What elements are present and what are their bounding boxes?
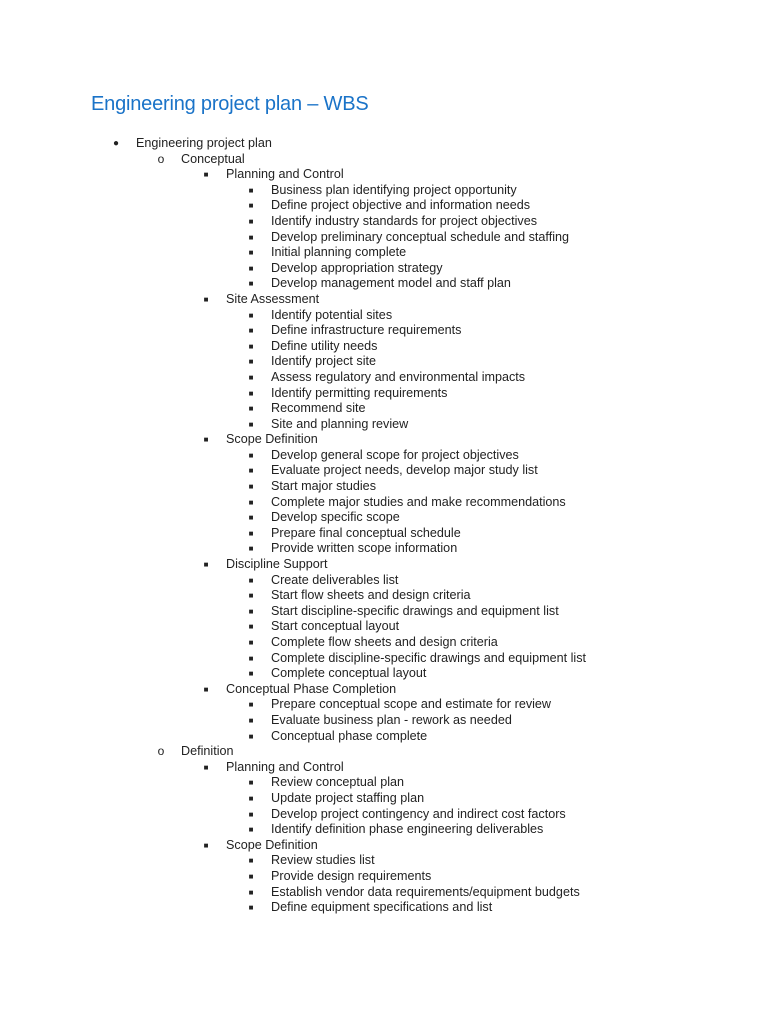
outline-item-text: Establish vendor data requirements/equipment budgets: [271, 884, 580, 899]
bullet-icon: ■: [248, 450, 254, 460]
outline-item-level-3: [0, 900, 768, 916]
bullet-icon: ■: [248, 372, 254, 382]
outline-item-level-3: [0, 807, 768, 823]
outline-item-text: Business plan identifying project opportunity: [271, 182, 517, 197]
outline-item-text: Provide design requirements: [271, 868, 432, 883]
outline-item-level-3: [0, 339, 768, 355]
outline-item-level-3: [0, 619, 768, 635]
outline-item-level-3: [0, 370, 768, 386]
outline-item-level-3: [0, 822, 768, 838]
outline-item-level-3: [0, 635, 768, 651]
outline-item-level-3: [0, 354, 768, 370]
document-title: Engineering project plan – WBS: [91, 93, 369, 115]
wbs-outline: [0, 136, 768, 916]
outline-item-level-3: [0, 510, 768, 526]
outline-item-text: Evaluate business plan - rework as needed: [271, 712, 512, 727]
outline-item-text: Identify industry standards for project objectives: [271, 213, 537, 228]
bullet-icon: ■: [248, 700, 254, 710]
outline-item-level-3: [0, 401, 768, 417]
bullet-icon: ■: [248, 856, 254, 866]
outline-item-level-3: [0, 479, 768, 495]
outline-item-level-3: [0, 885, 768, 901]
bullet-icon: ■: [248, 622, 254, 632]
bullet-icon: ■: [248, 388, 254, 398]
outline-item-level-3: [0, 214, 768, 230]
outline-item-text: Prepare conceptual scope and estimate for review: [271, 697, 552, 712]
outline-item-text: Define utility needs: [271, 338, 378, 353]
bullet-icon: ■: [248, 809, 254, 819]
outline-item-text: Scope Definition: [226, 837, 318, 852]
outline-item-text: Define project objective and information needs: [271, 198, 531, 213]
outline-item-level-3: [0, 853, 768, 869]
bullet-icon: ■: [248, 778, 254, 788]
outline-item-text: Recommend site: [271, 401, 366, 416]
outline-item-text: Complete flow sheets and design criteria: [271, 635, 498, 649]
outline-item-text: Planning and Control: [226, 759, 344, 774]
bullet-icon: ■: [248, 544, 254, 554]
outline-item-text: Review studies list: [271, 853, 375, 868]
bullet-icon: ■: [248, 310, 254, 320]
bullet-icon: ■: [248, 871, 254, 881]
outline-item-text: Develop appropriation strategy: [271, 260, 443, 275]
bullet-icon: ■: [248, 201, 254, 211]
outline-item-level-2: [0, 167, 768, 183]
bullet-icon: ■: [248, 357, 254, 367]
outline-item-text: Start conceptual layout: [271, 619, 400, 634]
bullet-icon: ■: [248, 466, 254, 476]
outline-item-level-2: [0, 557, 768, 573]
outline-item-text: Start major studies: [271, 479, 376, 494]
outline-item-level-0: [0, 136, 768, 152]
outline-item-level-3: [0, 666, 768, 682]
bullet-icon: ■: [248, 528, 254, 538]
outline-item-level-3: [0, 495, 768, 511]
outline-item-text: Define equipment specifications and list: [271, 900, 493, 915]
outline-item-text: Discipline Support: [226, 557, 328, 572]
bullet-icon: ■: [203, 762, 209, 772]
outline-item-text: Update project staffing plan: [271, 790, 425, 805]
outline-item-text: Develop general scope for project objectives: [271, 447, 519, 462]
outline-item-level-3: [0, 276, 768, 292]
outline-item-text: Provide written scope information: [271, 541, 458, 556]
bullet-icon: ■: [248, 279, 254, 289]
bullet-icon: ■: [248, 216, 254, 226]
outline-item-level-3: [0, 183, 768, 199]
outline-item-text: Assess regulatory and environmental impacts: [271, 369, 526, 384]
bullet-icon: ■: [248, 825, 254, 835]
outline-item-text: Identify project site: [271, 354, 376, 369]
outline-item-text: Complete discipline-specific drawings and equipment list: [271, 650, 586, 665]
outline-item-level-2: [0, 432, 768, 448]
bullet-icon: ■: [248, 185, 254, 195]
outline-item-level-3: [0, 308, 768, 324]
bullet-icon: ■: [248, 419, 254, 429]
outline-item-level-3: [0, 775, 768, 791]
bullet-icon: ■: [248, 232, 254, 242]
outline-item-text: Develop management model and staff plan: [271, 276, 511, 291]
outline-item-text: Definition: [181, 744, 234, 759]
bullet-icon: ■: [203, 560, 209, 570]
bullet-icon: ■: [248, 513, 254, 523]
bullet-icon: ■: [203, 684, 209, 694]
bullet-icon: ■: [248, 669, 254, 679]
outline-item-level-3: [0, 386, 768, 402]
bullet-icon: ■: [203, 294, 209, 304]
outline-item-text: Evaluate project needs, develop major study list: [271, 463, 538, 478]
outline-item-text: Start flow sheets and design criteria: [271, 588, 471, 603]
bullet-icon: ■: [203, 170, 209, 180]
bullet-icon: ●: [112, 138, 120, 149]
outline-item-text: Site and planning review: [271, 416, 409, 431]
outline-item-text: Planning and Control: [226, 167, 344, 182]
outline-item-text: Site Assessment: [226, 291, 320, 306]
outline-item-text: Prepare final conceptual schedule: [271, 525, 461, 540]
outline-item-level-3: [0, 463, 768, 479]
outline-item-level-3: [0, 869, 768, 885]
outline-item-text: Complete conceptual layout: [271, 666, 427, 681]
bullet-icon: ■: [248, 715, 254, 725]
bullet-icon: ■: [248, 731, 254, 741]
bullet-icon: ■: [248, 326, 254, 336]
bullet-icon: ■: [248, 263, 254, 273]
outline-item-level-3: [0, 729, 768, 745]
bullet-icon: ■: [248, 482, 254, 492]
outline-item-level-3: [0, 713, 768, 729]
bullet-icon: ■: [248, 606, 254, 616]
outline-item-level-3: [0, 604, 768, 620]
outline-item-text: Identify potential sites: [271, 307, 393, 322]
outline-item-text: Conceptual phase complete: [271, 728, 428, 743]
outline-item-level-3: [0, 697, 768, 713]
outline-item-text: Review conceptual plan: [271, 775, 405, 790]
outline-item-level-3: [0, 526, 768, 542]
bullet-icon: o: [157, 151, 165, 166]
outline-item-text: Engineering project plan: [136, 136, 272, 150]
outline-item-level-3: [0, 651, 768, 667]
outline-item-level-1: [0, 152, 768, 168]
outline-item-level-3: [0, 573, 768, 589]
outline-item-level-3: [0, 448, 768, 464]
outline-item-text: Identify permitting requirements: [271, 385, 448, 400]
bullet-icon: ■: [248, 638, 254, 647]
bullet-icon: ■: [248, 591, 254, 601]
outline-item-text: Initial planning complete: [271, 245, 407, 260]
outline-item-level-3: [0, 245, 768, 261]
outline-item-text: Create deliverables list: [271, 572, 399, 587]
bullet-icon: ■: [248, 903, 254, 913]
outline-item-text: Start discipline-specific drawings and equipment list: [271, 603, 559, 618]
outline-item-text: Conceptual Phase Completion: [226, 681, 397, 696]
bullet-icon: ■: [203, 840, 209, 850]
outline-item-level-3: [0, 417, 768, 433]
outline-item-level-3: [0, 230, 768, 246]
outline-item-level-2: [0, 682, 768, 698]
outline-item-level-3: [0, 791, 768, 807]
outline-item-text: Develop preliminary conceptual schedule and staffing: [271, 229, 570, 244]
bullet-icon: ■: [248, 575, 254, 585]
outline-item-text: Conceptual: [181, 151, 245, 166]
outline-item-level-3: [0, 541, 768, 557]
outline-item-text: Develop project contingency and indirect cost factors: [271, 806, 566, 821]
bullet-icon: ■: [248, 404, 254, 414]
outline-item-text: Develop specific scope: [271, 510, 400, 525]
bullet-icon: ■: [248, 653, 254, 663]
outline-item-text: Complete major studies and make recommendations: [271, 494, 566, 509]
outline-item-text: Identify definition phase engineering deliverables: [271, 822, 544, 837]
bullet-icon: o: [157, 744, 165, 759]
outline-item-level-2: [0, 292, 768, 308]
outline-item-level-3: [0, 261, 768, 277]
bullet-icon: ■: [248, 887, 254, 897]
bullet-icon: ■: [248, 248, 254, 258]
bullet-icon: ■: [203, 435, 209, 445]
outline-item-level-1: [0, 744, 768, 760]
outline-item-text: Scope Definition: [226, 432, 318, 447]
outline-item-level-2: [0, 838, 768, 854]
bullet-icon: ■: [248, 793, 254, 803]
outline-item-level-3: [0, 323, 768, 339]
outline-item-level-3: [0, 588, 768, 604]
outline-item-level-2: [0, 760, 768, 776]
bullet-icon: ■: [248, 341, 254, 351]
outline-item-text: Define infrastructure requirements: [271, 323, 462, 338]
bullet-icon: ■: [248, 497, 254, 507]
outline-item-level-3: [0, 198, 768, 214]
